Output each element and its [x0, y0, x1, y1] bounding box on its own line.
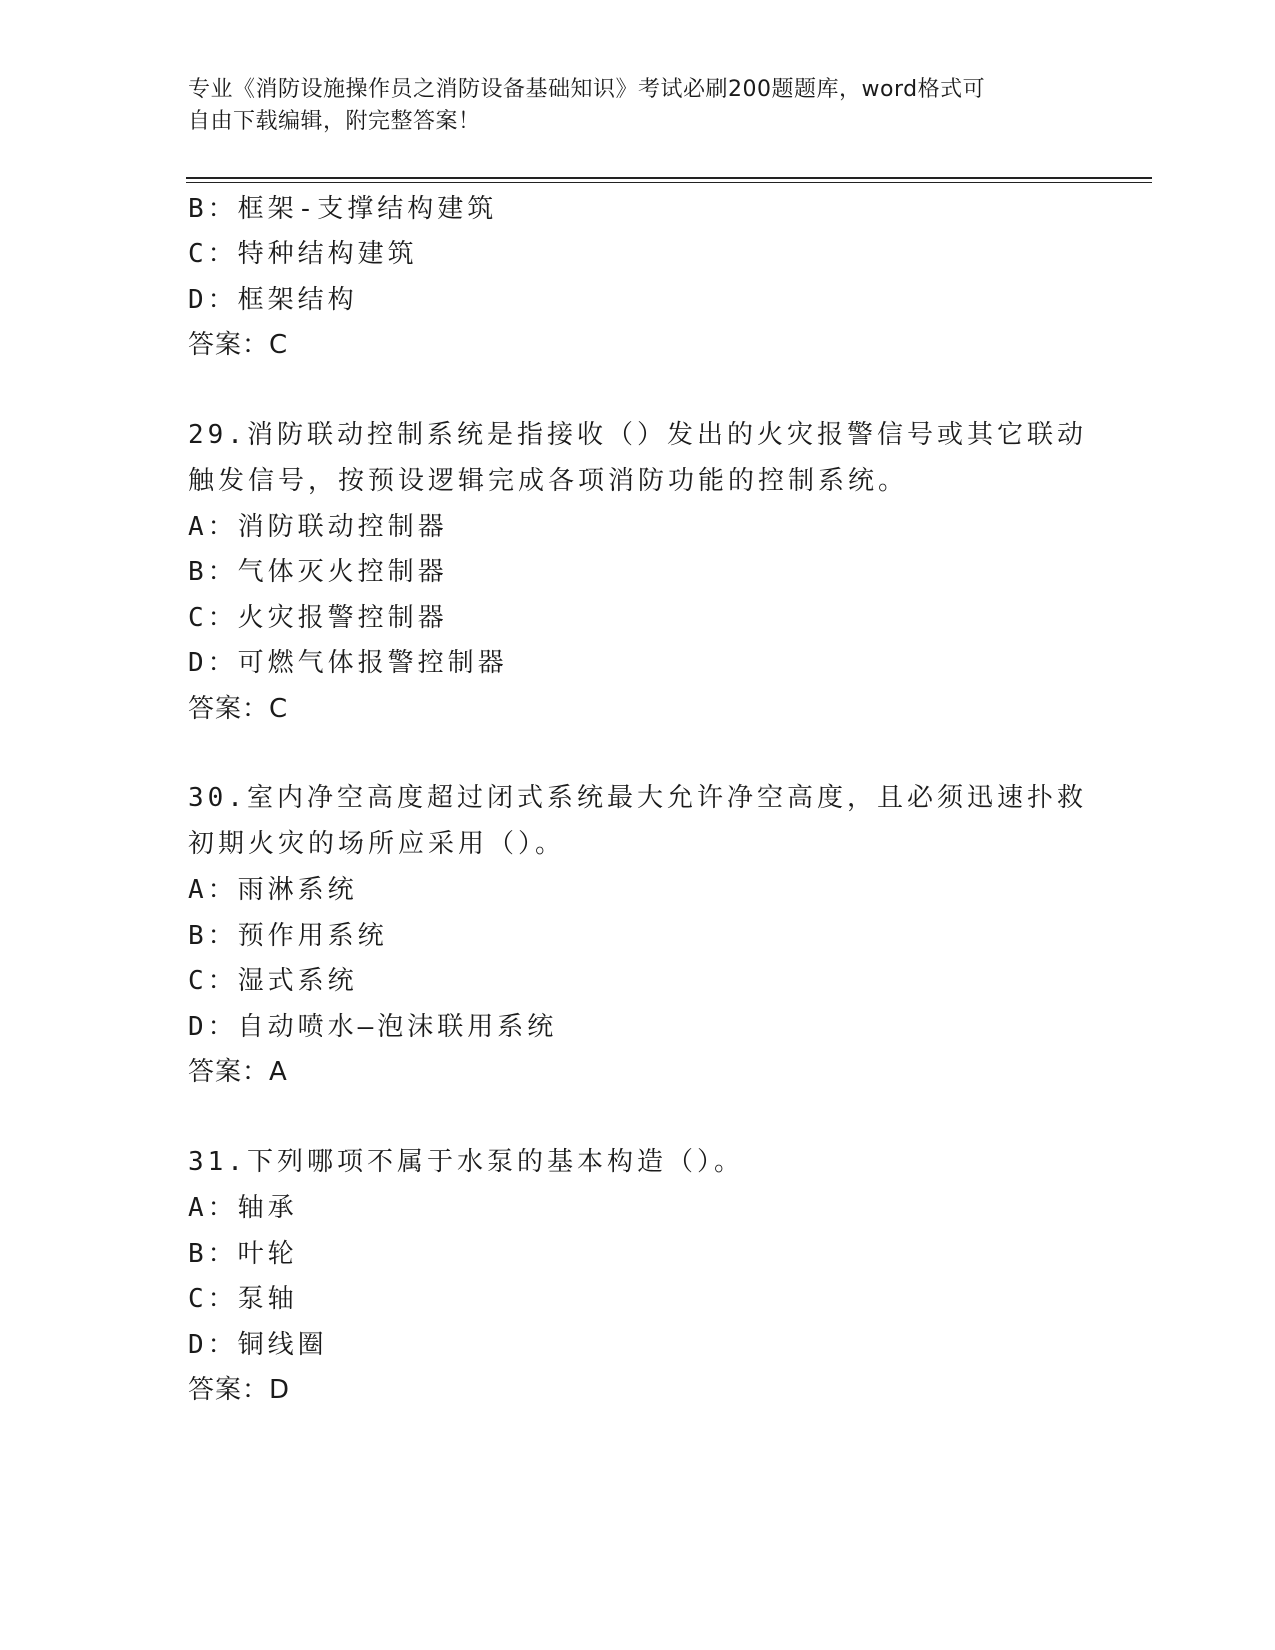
q28-option-b: B：框架-支撑结构建筑: [188, 194, 498, 224]
header-line-2: 自由下载编辑，附完整答案！: [188, 109, 481, 134]
q29-question: 29.消防联动控制系统是指接收（）发出的火灾报警信号或其它联动触发信号，按预设逻辑完成各项消防功能的控制系统。: [188, 420, 1087, 496]
header-divider-thin: [186, 182, 1152, 183]
q30-option-d: D：自动喷水—泡沫联用系统: [188, 1012, 558, 1042]
q29-option-d: D：可燃气体报警控制器: [188, 648, 508, 678]
q29-option-a: A：消防联动控制器: [188, 512, 448, 542]
q31-answer: 答案：D: [188, 1375, 291, 1405]
q31-option-a: A：轴承: [188, 1193, 298, 1223]
q28-answer: 答案：C: [188, 330, 289, 360]
q29-option-c: C：火灾报警控制器: [188, 603, 448, 633]
q30-option-c: C：湿式系统: [188, 966, 358, 996]
q31-option-b: B：叶轮: [188, 1239, 298, 1269]
q29-answer: 答案：C: [188, 694, 289, 724]
q31-question: 31.下列哪项不属于水泵的基本构造（）。: [188, 1147, 744, 1177]
q30-option-b: B：预作用系统: [188, 921, 388, 951]
q30-answer: 答案：A: [188, 1057, 288, 1087]
document-header: [188, 74, 1068, 138]
q28-option-d: D：框架结构: [188, 285, 358, 315]
q31-option-d: D：铜线圈: [188, 1330, 328, 1360]
q30-option-a: A：雨淋系统: [188, 875, 358, 905]
q29-option-b: B：气体灭火控制器: [188, 557, 448, 587]
q30-question: 30.室内净空高度超过闭式系统最大允许净空高度，且必须迅速扑救初期火灾的场所应采用（）。: [188, 783, 1087, 859]
header-line-1: 专业《消防设施操作员之消防设备基础知识》考试必刷200题题库，word格式可: [188, 77, 986, 102]
header-divider-thick: [186, 177, 1152, 179]
q31-option-c: C：泵轴: [188, 1284, 298, 1314]
q28-option-c: C：特种结构建筑: [188, 239, 418, 269]
